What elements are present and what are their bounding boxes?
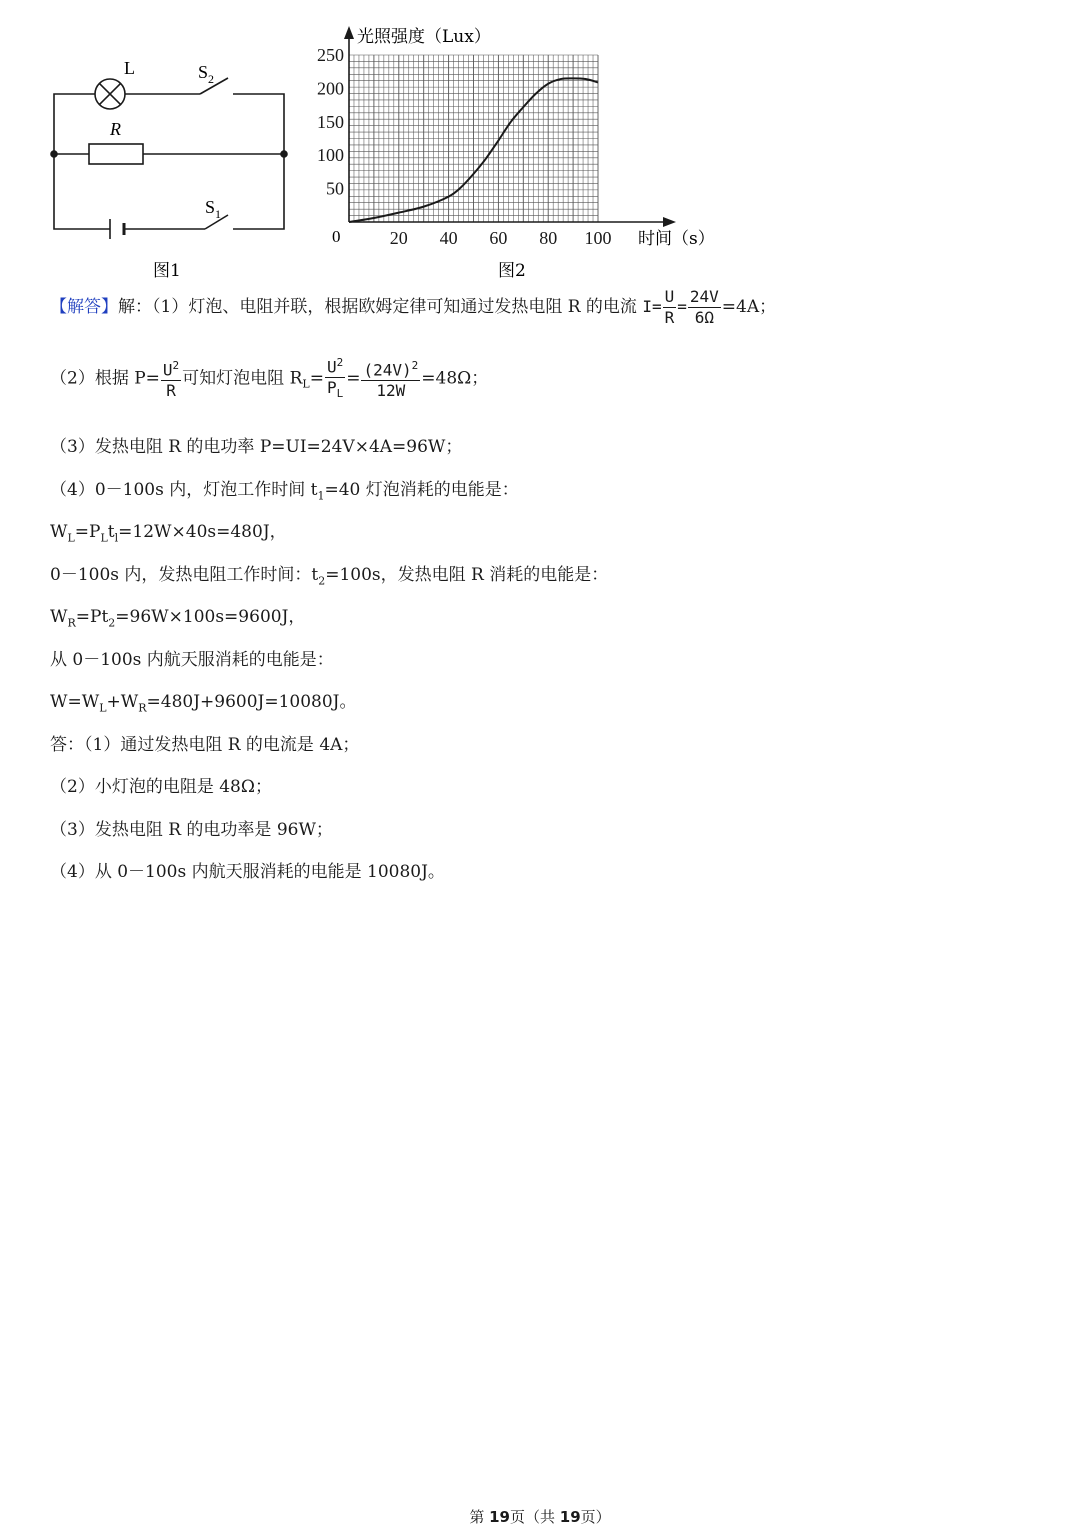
circuit-wire-right: [233, 94, 284, 229]
solution-line-4: （4）0－100s 内，灯泡工作时间 $t_1=40$ 灯泡消耗的电能是：: [50, 480, 519, 503]
figure2-caption: 图2: [498, 261, 526, 281]
x-axis-label: 时间（s）: [638, 229, 715, 249]
y-axis-label: 光照强度（Lux）: [357, 27, 491, 47]
page-number: 19: [489, 1508, 510, 1526]
solution-line-3: （3）发热电阻 R 的电功率 P=UI=24V×4A=96W；: [50, 437, 463, 457]
resistor-symbol: [89, 144, 143, 164]
solution-line-5: $W_L=P_Lt_l=12W\times 40s=480J$，: [50, 522, 287, 545]
answer-line-3: （3）发热电阻 R 的电功率是 96W；: [50, 820, 333, 840]
solution-line-7: $W_R=Pt_2=96W\times 100s=9600J$，: [50, 607, 306, 630]
x-tick-label: 80: [539, 228, 558, 248]
solution-line-8: 从 0－100s 内航天服消耗的电能是：: [50, 650, 334, 670]
fraction-24v-over-6ohm: $\frac{24V}{6\Omega}$: [689, 287, 719, 327]
solution-line-2: （2）根据 P= $\frac{U^2}{R}$ 可知灯泡电阻 $R_L=$ $\frac{U^2}{P_L}$ = $\frac{(24V)^2}{12W}$ =48Ω；: [50, 353, 488, 405]
junction-right: [281, 151, 287, 157]
x-tick-label: 60: [489, 228, 508, 248]
page-footer: 第 19页（共 19页）: [469, 1508, 611, 1526]
page-total: 19: [559, 1508, 581, 1526]
solution-line-9: $W=W_L+W_R=480J+9600J=10080J$。: [50, 692, 357, 715]
current-variable: I=: [642, 297, 662, 316]
switch1-label: $S_1$: [205, 197, 222, 221]
solution-line-1: 【解答】解：（1）灯泡、电阻并联，根据欧姆定律可知通过发热电阻 R 的电流 I= $\frac{U}{R}$ = $\frac{24V}{6\Omega}$ =4A；: [50, 287, 777, 327]
x-axis-arrow: [663, 217, 676, 227]
junction-left: [51, 151, 57, 157]
fraction-u-over-r: $\frac{U}{R}$: [664, 287, 675, 327]
origin-label: 0: [332, 227, 341, 246]
circuit-diagram: [51, 78, 287, 239]
x-tick-label: 40: [439, 228, 458, 248]
y-axis-arrow: [344, 26, 354, 39]
solution-line-6: 0－100s 内，发热电阻工作时间：$t_2=100s$，发热电阻 R 消耗的电能是：: [50, 565, 609, 588]
answer-tag: 【解答】: [50, 297, 118, 317]
line1-text: 解：（1）灯泡、电阻并联，根据欧姆定律可知通过发热电阻 R 的电流: [118, 297, 637, 317]
switch2-label: $S_2$: [198, 62, 215, 86]
lamp-label: L: [124, 58, 135, 78]
resistor-label: R: [110, 119, 121, 139]
circuit-wire-left: [54, 94, 110, 229]
y-tick-label: 150: [317, 111, 344, 132]
y-tick-label: 50: [326, 178, 344, 199]
answer-line-1: 答：（1）通过发热电阻 R 的电流是 4A；: [50, 735, 360, 755]
light-intensity-chart: [317, 26, 676, 248]
fraction-u2-over-r: $\frac{U^2}{R}$: [161, 356, 181, 401]
line1-result: =4A；: [721, 297, 777, 317]
x-tick-label: 20: [389, 228, 408, 248]
answer-line-2: （2）小灯泡的电阻是 48Ω；: [50, 777, 272, 797]
figures-area: [0, 0, 1080, 290]
answer-line-4: （4）从 0－100s 内航天服消耗的电能是 10080J。: [50, 862, 445, 882]
y-tick-label: 200: [317, 78, 344, 99]
fraction-u2-over-pl: $\frac{U^2}{P_L}$: [325, 353, 345, 405]
y-tick-label: 250: [317, 45, 344, 65]
fraction-24v2-over-12w: $\frac{(24V)^2}{12W}$: [361, 356, 420, 401]
figure1-caption: 图1: [153, 261, 181, 281]
y-tick-label: 100: [317, 145, 344, 166]
x-tick-label: 100: [584, 228, 612, 248]
